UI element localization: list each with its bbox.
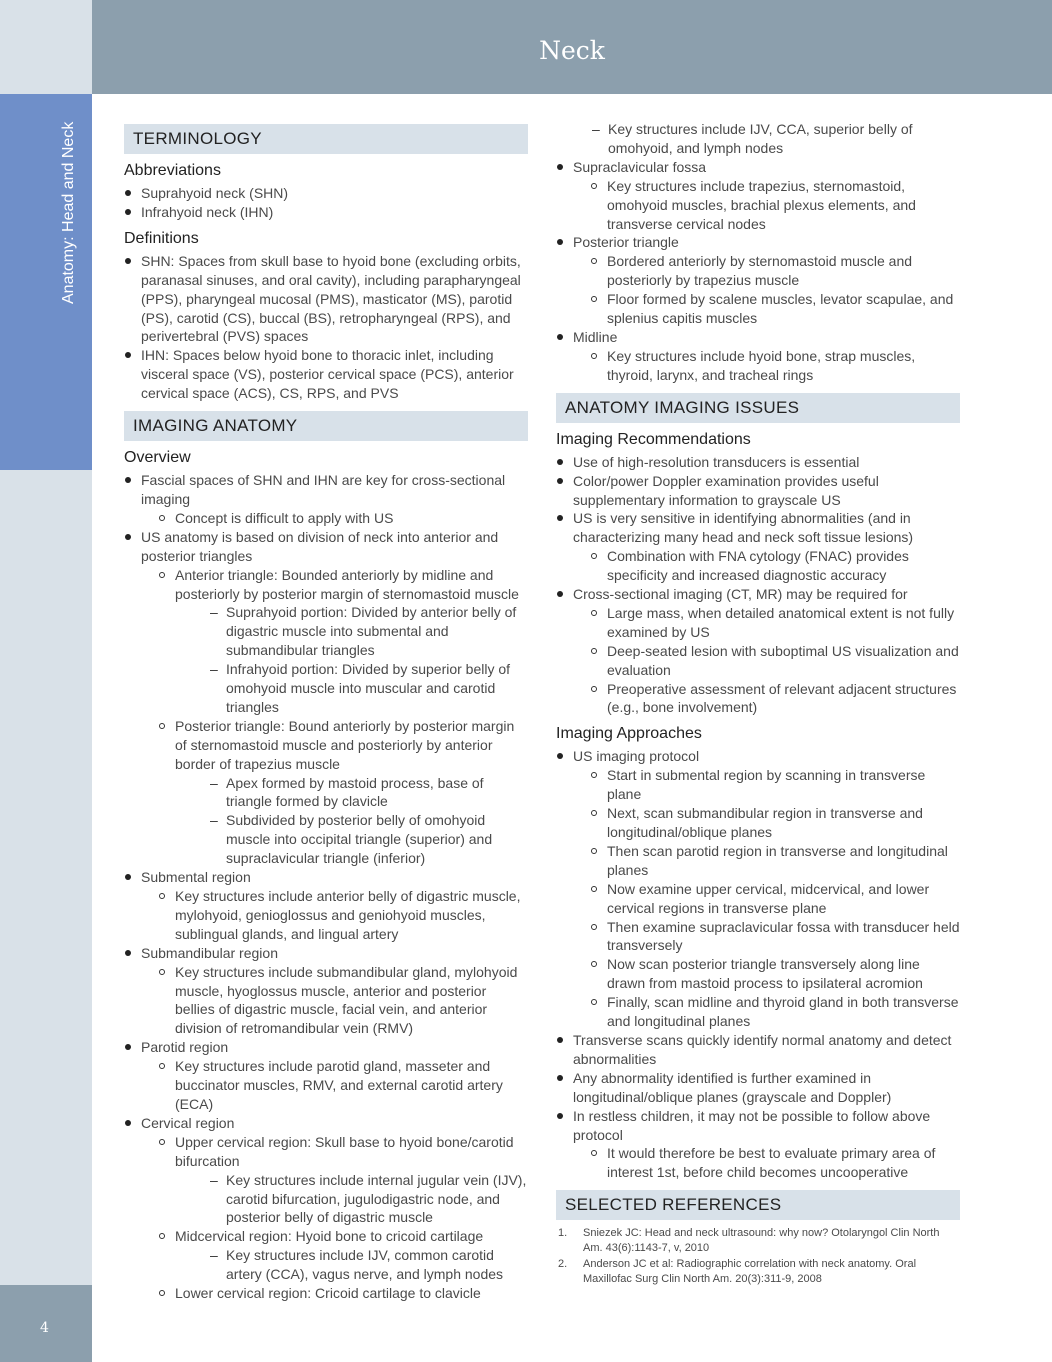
- sub-list: [573, 547, 960, 585]
- list-item-text: Any abnormality identified is further examined in longitudinal/oblique planes (grayscale and Doppler): [573, 1069, 892, 1105]
- sub-list-item: [573, 766, 960, 804]
- list-item: [124, 471, 528, 528]
- sub-list-item: [573, 993, 960, 1031]
- regions-list: [556, 158, 960, 385]
- section-tab: [0, 94, 92, 470]
- list-item: [556, 747, 960, 1031]
- sub-list-item: [573, 880, 960, 918]
- sub-sub-list-item: [175, 811, 528, 868]
- sub-list-item: [573, 604, 960, 642]
- list-item: [556, 1107, 960, 1183]
- list-item-text: Infrahyoid neck (IHN): [141, 203, 274, 220]
- sub-sub-list-item: [175, 660, 528, 717]
- references-list: [556, 1226, 960, 1286]
- sub-list-item-text: Then scan parotid region in transverse and longitudinal planes: [607, 842, 948, 878]
- sub-list: [573, 177, 960, 234]
- sub-list-item-text: Now scan posterior triangle transversely along line drawn from mastoid process to ipsilateral acromion: [607, 956, 923, 992]
- sub-list-item-text: Key structures include trapezius, sternomastoid, omohyoid muscles, brachial plexus elements, and transverse cervical nodes: [607, 177, 916, 232]
- sub-list-item-text: Midcervical region: Hyoid bone to cricoid cartilage: [175, 1228, 484, 1245]
- list-item-text: US imaging protocol: [573, 748, 700, 765]
- page-title: Neck: [539, 36, 605, 65]
- section-heading-imaging-anatomy: IMAGING ANATOMY: [124, 411, 528, 441]
- sub-list: [141, 1057, 528, 1114]
- sub-list-item: [141, 1133, 528, 1228]
- list-item: [124, 203, 528, 222]
- sub-list-item-text: Upper cervical region: Skull base to hyoid bone/carotid bifurcation: [175, 1133, 514, 1169]
- list-item: [556, 585, 960, 717]
- header-bar: [92, 0, 1052, 94]
- list-item-text: Key structures include IJV, CCA, superior belly of omohyoid, and lymph nodes: [608, 121, 913, 156]
- sub-list-item: [573, 680, 960, 718]
- sub-list-item: [141, 1284, 528, 1303]
- sub-list: [141, 887, 528, 944]
- sub-sub-list-item: [175, 1246, 528, 1284]
- sub-list: [141, 1133, 528, 1303]
- sub-list: [573, 347, 960, 385]
- section-heading-terminology: TERMINOLOGY: [124, 124, 528, 154]
- list-item: [556, 233, 960, 328]
- sub-list-item-text: Start in submental region by scanning in transverse plane: [607, 767, 926, 803]
- sub-sub-list: [175, 603, 528, 716]
- sub-list-item: [573, 804, 960, 842]
- sub-list-item-text: Bordered anteriorly by sternomastoid muscle and posteriorly by trapezius muscle: [607, 253, 913, 289]
- sub-sub-list: [175, 1171, 528, 1228]
- list-item: [556, 120, 960, 158]
- subheading-overview: Overview: [124, 449, 191, 467]
- reference-text: Sniezek JC: Head and neck ultrasound: why now? Otolaryngol Clin North Am. 43(6):1143-7, v, 2010: [583, 1227, 940, 1254]
- subheading-imaging-approaches: Imaging Approaches: [556, 725, 702, 743]
- list-item-text: Fascial spaces of SHN and IHN are key for cross-sectional imaging: [141, 472, 506, 507]
- sub-list-item-text: Concept is difficult to apply with US: [175, 509, 394, 526]
- sub-list-item: [573, 642, 960, 680]
- list-item-text: Transverse scans quickly identify normal anatomy and detect abnormalities: [573, 1031, 952, 1067]
- sub-sub-list: [175, 1246, 528, 1284]
- sub-list-item: [141, 1227, 528, 1284]
- list-item-text: Submental region: [141, 869, 251, 886]
- reference-number: 2.: [558, 1258, 568, 1271]
- sub-list-item-text: Deep-seated lesion with suboptimal US visualization and evaluation: [607, 642, 959, 678]
- list-item-text: In restless children, it may not be possible to follow above protocol: [573, 1107, 931, 1143]
- sub-list-item: [573, 347, 960, 385]
- sub-list-item-text: Anterior triangle: Bounded anteriorly by midline and posteriorly by posterior margin of sternomastoid muscle: [175, 566, 519, 602]
- sub-sub-list-item-text: Subdivided by posterior belly of omohyoid muscle into occipital triangle (superior) and supraclavicular triangle (inferior): [226, 812, 493, 867]
- sub-list-item-text: Key structures include anterior belly of digastric muscle, mylohyoid, genioglossus and geniohyoid muscles, sublingual glands, and lingual artery: [175, 888, 521, 942]
- list-item-text: Color/power Doppler examination provides useful supplementary information to grayscale US: [573, 472, 879, 508]
- approaches-list: [556, 747, 960, 1182]
- subheading-abbreviations: Abbreviations: [124, 162, 221, 179]
- sub-list: [573, 1144, 960, 1182]
- sub-list: [573, 604, 960, 717]
- section-heading-selected-references: SELECTED REFERENCES: [556, 1190, 960, 1220]
- sub-list-item-text: It would therefore be best to evaluate primary area of interest 1st, before child becomes uncooperative: [607, 1145, 936, 1181]
- sub-list-item-text: Preoperative assessment of relevant adjacent structures (e.g., bone involvement): [607, 680, 957, 716]
- recommendations-list: [556, 453, 960, 718]
- sub-list-item: [573, 955, 960, 993]
- sub-list-item: [573, 1144, 960, 1182]
- subheading-imaging-recommendations: Imaging Recommendations: [556, 430, 751, 448]
- list-item: [556, 1031, 960, 1069]
- abbreviations-list: [124, 184, 528, 222]
- sub-list-item-text: Key structures include parotid gland, masseter and buccinator muscles, RMV, and external carotid artery (ECA): [175, 1058, 503, 1112]
- sub-list: [141, 509, 528, 528]
- sub-list-item: [141, 509, 528, 528]
- sub-list: [141, 963, 528, 1039]
- sub-list-item: [141, 566, 528, 717]
- list-item: [556, 158, 960, 234]
- sub-list-item-text: Lower cervical region: Cricoid cartilage to clavicle: [175, 1285, 481, 1302]
- sub-sub-list-item-text: Suprahyoid portion: Divided by anterior belly of digastric muscle into submental and submandibular triangles: [226, 604, 517, 659]
- sub-sub-list-item-text: Infrahyoid portion: Divided by superior belly of omohyoid muscle into muscular and carotid triangles: [226, 661, 511, 715]
- sub-list-item-text: Combination with FNA cytology (FNAC) provides specificity and increased diagnostic accuracy: [607, 548, 909, 584]
- list-item-text: Use of high-resolution transducers is essential: [573, 453, 860, 470]
- sub-list-item: [141, 1057, 528, 1114]
- sub-list-item-text: Posterior triangle: Bound anteriorly by posterior margin of sternomastoid muscle and posteriorly by anterior border of trapezius muscle: [175, 717, 515, 772]
- sub-list-item-text: Next, scan submandibular region in transverse and longitudinal/oblique planes: [607, 805, 923, 840]
- list-item-text: Midline: [573, 328, 618, 345]
- list-item-text: US anatomy is based on division of neck into anterior and posterior triangles: [141, 528, 499, 564]
- list-item-text: Cervical region: [141, 1114, 235, 1131]
- sub-list-item-text: Floor formed by scalene muscles, levator scapulae, and splenius capitis muscles: [607, 291, 954, 327]
- sub-sub-list-item-text: Apex formed by mastoid process, base of triangle formed by clavicle: [226, 774, 484, 810]
- reference-item: [556, 1226, 960, 1255]
- sub-sub-list-item: [175, 603, 528, 660]
- sub-list-item: [573, 252, 960, 290]
- list-item-text: Parotid region: [141, 1039, 229, 1056]
- subheading-definitions: Definitions: [124, 229, 199, 247]
- sub-list-item-text: Large mass, when detailed anatomical extent is not fully examined by US: [607, 604, 955, 640]
- list-item-text: Suprahyoid neck (SHN): [141, 185, 289, 201]
- list-item: [124, 528, 528, 868]
- list-item-text: IHN: Spaces below hyoid bone to thoracic inlet, including visceral space (VS), posterior cervical space (PCS), anterior cervical space (ACS), CS, RPS, and PVS: [141, 347, 514, 402]
- reference-text: Anderson JC et al: Radiographic correlation with neck anatomy. Oral Maxillofac Surg Clin North Am. 20(3):311-9, 2008: [583, 1258, 917, 1285]
- sub-sub-list: [175, 774, 528, 869]
- sub-list-item: [573, 842, 960, 880]
- sub-list-item: [141, 887, 528, 944]
- sub-list: [573, 766, 960, 1031]
- definitions-list: [124, 252, 528, 403]
- sub-sub-list-item: [175, 774, 528, 812]
- margin-strip: [0, 470, 92, 1285]
- overview-list: [124, 471, 528, 1303]
- list-item: [124, 346, 528, 403]
- sub-list: [573, 252, 960, 328]
- section-tab-label: Anatomy: Head and Neck: [60, 121, 77, 304]
- list-item: [556, 472, 960, 510]
- sub-list-item: [141, 717, 528, 868]
- sub-list-item-text: Key structures include hyoid bone, strap muscles, thyroid, larynx, and tracheal rings: [607, 347, 916, 383]
- list-item-text: Cross-sectional imaging (CT, MR) may be required for: [573, 586, 908, 603]
- sub-list-item: [141, 963, 528, 1039]
- list-item: [556, 453, 960, 472]
- left-column: [124, 124, 528, 1303]
- reference-item: [556, 1257, 960, 1286]
- list-item-text: Supraclavicular fossa: [573, 158, 707, 175]
- list-item: [556, 1069, 960, 1107]
- list-item: [124, 944, 528, 1039]
- list-item-text: Posterior triangle: [573, 234, 679, 251]
- sub-sub-list-item: [175, 1171, 528, 1228]
- sub-list-item: [573, 918, 960, 956]
- sub-list-item: [573, 177, 960, 234]
- list-item-text: SHN: Spaces from skull base to hyoid bone (excluding orbits, paranasal sinuses, and oral cavity), including parapharyngeal (PPS), pharyngeal mucosal (PMS), masticator (MS), parotid (PS), carotid (CS), buccal (BS), retropharyngeal (RPS), and perivertebral (PVS) spaces: [141, 252, 521, 345]
- list-item: [124, 1114, 528, 1303]
- right-column: [556, 120, 960, 1288]
- sub-list-item: [573, 290, 960, 328]
- sub-list: [141, 566, 528, 869]
- continued-list: [556, 120, 960, 158]
- sub-list-item-text: Then examine supraclavicular fossa with transducer held transversely: [607, 918, 960, 954]
- section-heading-anatomy-imaging-issues: ANATOMY IMAGING ISSUES: [556, 393, 960, 423]
- sub-list-item-text: Now examine upper cervical, midcervical, and lower cervical regions in transverse plane: [607, 880, 930, 916]
- sub-sub-list-item-text: Key structures include IJV, common carotid artery (CCA), vagus nerve, and lymph nodes: [226, 1247, 504, 1283]
- list-item: [556, 328, 960, 385]
- list-item: [124, 184, 528, 203]
- list-item: [556, 509, 960, 585]
- list-item: [124, 1038, 528, 1114]
- sub-list-item-text: Finally, scan midline and thyroid gland in both transverse and longitudinal planes: [607, 994, 959, 1030]
- list-item: [124, 868, 528, 944]
- list-item-text: US is very sensitive in identifying abnormalities (and in characterizing many head and neck soft tissue lesions): [573, 510, 914, 546]
- sub-list-item: [573, 547, 960, 585]
- corner-block: [0, 0, 92, 94]
- list-item: [124, 252, 528, 347]
- list-item-text: Submandibular region: [141, 944, 278, 961]
- sub-list-item-text: Key structures include submandibular gland, mylohyoid muscle, hyoglossus muscle, anterior and posterior bellies of digastric muscle, facial vein, and anterior division of retromandibular vein (RMV): [175, 963, 518, 1037]
- sub-sub-list-item-text: Key structures include internal jugular vein (IJV), carotid bifurcation, jugulodigastric node, and posterior belly of digastric muscle: [226, 1171, 527, 1226]
- page-number: 4: [40, 1320, 49, 1336]
- reference-number: 1.: [558, 1227, 568, 1240]
